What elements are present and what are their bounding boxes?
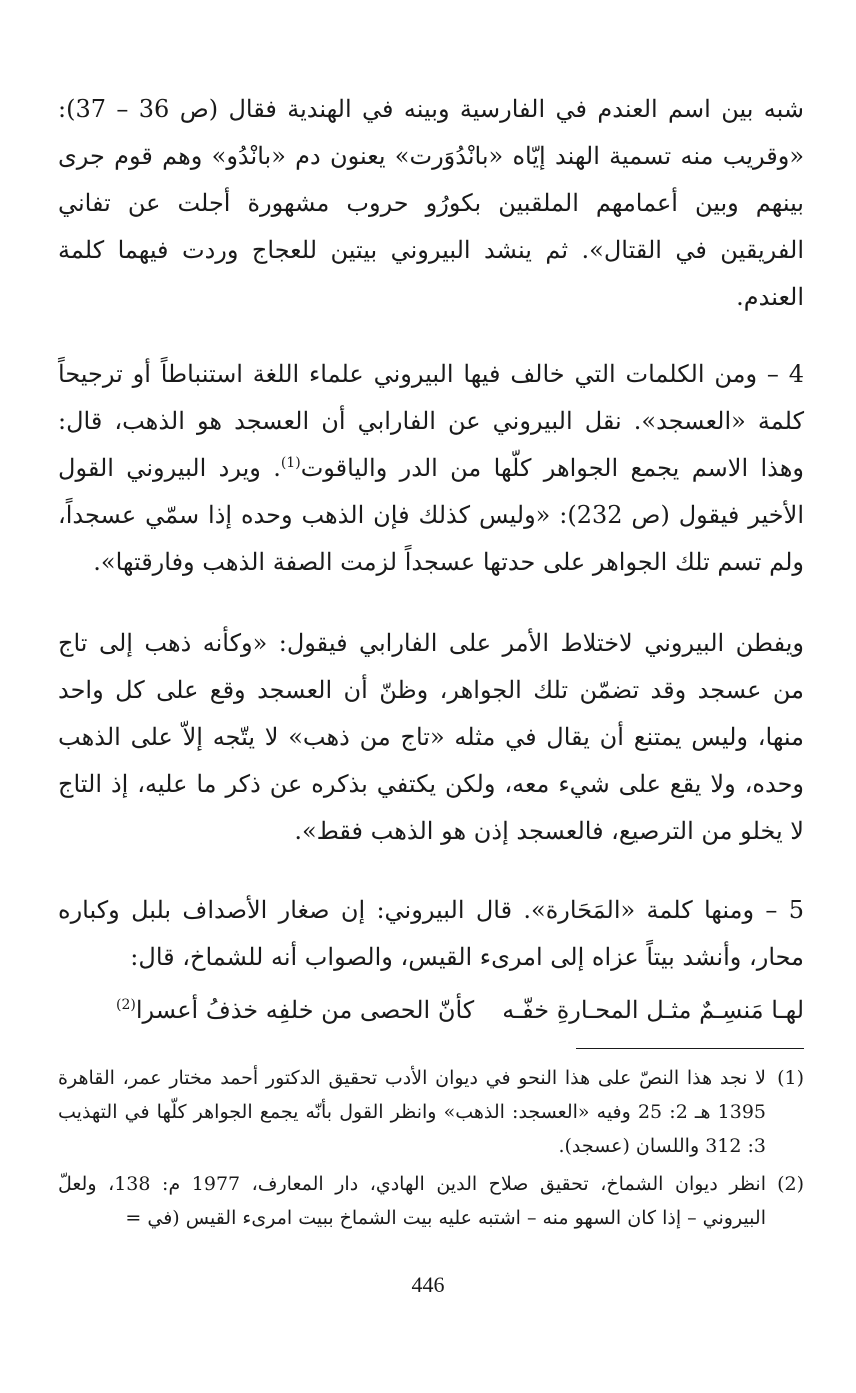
verse-hemistich-1: لهـا مَنسِـمٌ مثـل المحـارةِ خفّـه: [502, 996, 804, 1024]
footnote-divider: [576, 1048, 804, 1049]
paragraph-4: 5 – ومنها كلمة «المَحَارة». قال البيروني: إن صغار الأصداف بلبل وكباره محار، وأنشد بيتاً عزاه إلى امرىء القيس، والصواب أنه للشماخ، قال:: [58, 896, 804, 971]
footnote-2-number: (2): [777, 1173, 804, 1195]
page-number: 446: [411, 1272, 445, 1297]
verse-hemistich-2-text: كأنّ الحصى من خلفِه خذفُ أعسرا: [135, 996, 475, 1024]
page-body: [58, 86, 804, 1239]
verse-hemistich-2: [116, 987, 474, 1034]
paragraph-2: [58, 351, 804, 586]
paragraph-1: شبه بين اسم العندم في الفارسية وبينه في الهندية فقال (ص 36 – 37): «وقريب منه تسمية الهند إيّاه «بانْدُوَرت» يعنون دم «بانْدُو» وهم قوم جرى بينهم وبين أعمامهم الملقبين بكورُو حروب مشهورة أجلت عن تفاني الفريقين في القتال». ثم ينشد البيروني بيتين للعجاج وردت فيهما كلمة العندم.: [58, 95, 804, 311]
footnote-ref-2: (2): [116, 997, 136, 1013]
footnote-2-text: انظر ديوان الشماخ، تحقيق صلاح الدين الهادي، دار المعارف، 1977 م: 138، ولعلّ البيروني – إذا كان السهو منه – اشتبه عليه بيت الشماخ ببيت امرىء القيس (في =: [58, 1173, 766, 1229]
footnote-1-number: (1): [777, 1067, 804, 1089]
footnote-1: [58, 1061, 804, 1163]
poem-verse: [58, 987, 804, 1034]
footnote-1-text: لا نجد هذا النصّ على هذا النحو في ديوان الأدب تحقيق الدكتور أحمد مختار عمر، القاهرة 1395 هـ 2: 25 وفيه «العسجد: الذهب» وانظر القول بأنّه يجمع الجواهر كلّها في التهذيب 3: 312 واللسان (عسجد).: [58, 1067, 766, 1157]
paragraph-3: ويفطن البيروني لاختلاط الأمر على الفارابي فيقول: «وكأنه ذهب إلى تاج من عسجد وقد تضمّن تلك الجواهر، وظنّ أن العسجد وقع على كل واحد منها، وليس يمتنع أن يقال في مثله «تاج من ذهب» لا يتّجه إلاّ على الذهب وحده، ولا يقع على شيء معه، ولكن يكتفي بذكره عن ذكر ما عليه، إذ التاج لا يخلو من الترصيع، فالعسجد إذن هو الذهب فقط».: [58, 629, 804, 845]
paragraph-2-tail: . ويرد البيروني القول الأخير فيقول (ص 232): «وليس كذلك فإن الذهب وحده إذا سمّي عسجداً، ولم تسم تلك الجواهر على حدتها عسجداً لزمت الصفة الذهب وفارقتها».: [58, 454, 804, 576]
footnote-ref-1: (1): [280, 455, 301, 471]
paragraph-2-text: 4 – ومن الكلمات التي خالف فيها البيروني علماء اللغة استنباطاً أو ترجيحاً كلمة «العسجد». نقل البيروني عن الفارابي أن العسجد هو الذهب، قال: وهذا الاسم يجمع الجواهر كلّها من الدر والياقوت: [58, 360, 804, 482]
footnote-2: [58, 1167, 804, 1235]
